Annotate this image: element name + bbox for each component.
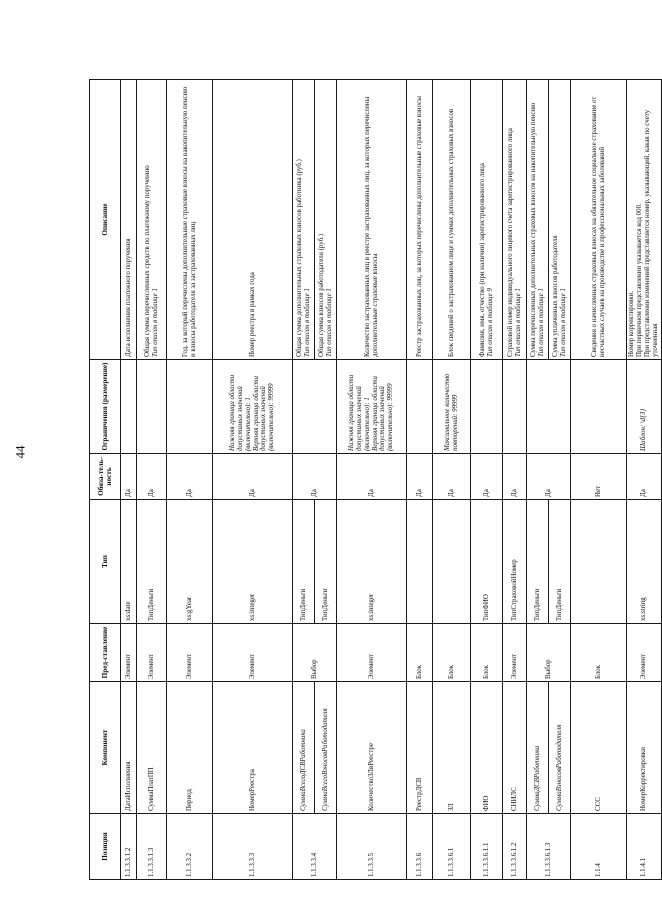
header-restrictions: Ограничения (размерение)	[90, 360, 121, 454]
text-line: Сведения о начисленных страховых взносах на обязательное социальное страхование от несчастных случаев на производстве и профессиональных заболеваний	[590, 96, 606, 357]
text-line: Тип описан в таблице 9	[486, 288, 494, 357]
cell-presentation: Элемент	[627, 624, 662, 682]
cell-position: 1.1.3.3.3	[213, 814, 293, 880]
cell-type: ТипДеньги	[293, 500, 315, 624]
text-line: При первичном представлении указывается код 000.	[635, 203, 643, 357]
text-line: Максимальное количество повторений: 99999	[443, 373, 459, 451]
cell-mandatory: Да	[433, 454, 471, 500]
text-line: Тип описан в таблице 1	[325, 288, 333, 357]
cell-description	[503, 80, 527, 360]
cell-position: 1.1.3.3.6	[407, 814, 433, 880]
cell-restrictions	[121, 360, 137, 454]
text-line: Верхняя граница области допустимых значений (включительно): 99999	[252, 376, 276, 451]
cell-description	[121, 80, 137, 360]
text-line: Сумма перечисленных дополнительных страховых взносов на накопительную пенсию	[529, 102, 537, 357]
cell-description	[167, 80, 213, 360]
cell-mandatory: Да	[167, 454, 213, 500]
cell-position: 1.1.3.3.6.1.3	[527, 814, 571, 880]
cell-component: НомерРеестра	[213, 682, 293, 814]
cell-restrictions	[213, 360, 293, 454]
table-row	[503, 80, 527, 880]
text-line: Реестр застрахованных лиц, за которых перечислены дополнительные страховые взносы	[415, 96, 423, 357]
cell-mandatory: Да	[121, 454, 137, 500]
text-line: Тип описан в таблице 1	[559, 288, 567, 357]
cell-component-option: СуммаВсегоДСВРаботника	[293, 682, 315, 814]
cell-component: СНИЛС	[503, 682, 527, 814]
header-presentation: Пред-ставление	[90, 624, 121, 682]
text-line: Блок сведений о застрахованном лице и суммах дополнительных страховых взносов	[447, 108, 455, 357]
cell-component: ФИО	[471, 682, 503, 814]
page-number: 44	[12, 445, 28, 459]
cell-type	[407, 500, 433, 624]
text-line: Шаблон: \d{3}	[639, 408, 647, 451]
cell-description	[433, 80, 471, 360]
header-mandatory: Обяза-тель-ность	[90, 454, 121, 500]
cell-position: 1.1.3.3.6.1	[433, 814, 471, 880]
cell-restrictions	[627, 360, 662, 454]
cell-component-option: СуммаВзносовРаботодателя	[549, 682, 571, 814]
table-row	[293, 80, 315, 880]
text-line: Дата исполнения платежного поручения	[124, 238, 132, 357]
cell-type: xs:gYear	[167, 500, 213, 624]
cell-mandatory: Да	[293, 454, 337, 500]
text-line: Нижняя граница области допустимых значений (включительно): 1	[228, 374, 252, 451]
header-component: Компонент	[90, 682, 121, 814]
cell-type: ТипСтраховойНомер	[503, 500, 527, 624]
cell-position: 1.1.4.1	[627, 814, 662, 880]
table-row	[213, 80, 293, 880]
header-description: Описание	[90, 80, 121, 360]
header-type: Тип	[90, 500, 121, 624]
cell-mandatory: Да	[213, 454, 293, 500]
cell-mandatory: Да	[627, 454, 662, 500]
table-header-row	[90, 80, 121, 880]
cell-presentation: Выбор	[527, 624, 571, 682]
table-row	[571, 80, 627, 880]
cell-restrictions	[471, 360, 503, 454]
cell-mandatory: Да	[527, 454, 571, 500]
cell-mandatory: Нет	[571, 454, 627, 500]
cell-presentation: Блок	[433, 624, 471, 682]
table-row	[121, 80, 137, 880]
text-line: Фамилия, имя, отчество (при наличии) зарегистрированного лица	[478, 163, 486, 357]
text-line: Общая сумма взносов работодателя (руб.)	[317, 233, 325, 357]
cell-type	[433, 500, 471, 624]
cell-component: ССС	[571, 682, 627, 814]
cell-type: xs:integer	[337, 500, 407, 624]
cell-presentation: Элемент	[167, 624, 213, 682]
cell-position: 1.1.3.3.1.3	[137, 814, 167, 880]
rotated-page	[89, 80, 659, 880]
cell-position: 1.1.3.3.5	[337, 814, 407, 880]
table-row	[433, 80, 471, 880]
text-line: При представлении изменений представляется номер, указывающий, какая по счету уточненная	[643, 109, 659, 357]
cell-presentation: Элемент	[337, 624, 407, 682]
text-line: Тип описан в таблице 1	[151, 288, 159, 357]
cell-description	[527, 80, 549, 360]
table-row	[337, 80, 407, 880]
text-line: Страховой номер индивидуального лицевого счета зарегистрированного лица	[506, 128, 514, 357]
text-line: Номер корректировки.	[628, 290, 635, 357]
text-line: Тип описан в таблице 1	[303, 288, 311, 357]
header-position: Позиция	[90, 814, 121, 880]
spec-table	[89, 79, 662, 880]
text-line: Сумма уплаченных взносов работодателя	[551, 235, 559, 357]
cell-restrictions	[503, 360, 527, 454]
table-row	[167, 80, 213, 880]
cell-type: xs:date	[121, 500, 137, 624]
cell-component: СуммаПлатПП	[137, 682, 167, 814]
cell-restrictions	[293, 360, 337, 454]
cell-position: 1.1.3.3.6.1.1	[471, 814, 503, 880]
cell-description	[137, 80, 167, 360]
cell-component: РеестрДСВ	[407, 682, 433, 814]
cell-description	[471, 80, 503, 360]
cell-presentation: Элемент	[213, 624, 293, 682]
cell-description	[213, 80, 293, 360]
cell-type: ТипДеньги	[549, 500, 571, 624]
cell-restrictions	[137, 360, 167, 454]
cell-type: xs:string	[627, 500, 662, 624]
cell-position: 1.1.3.3.2	[167, 814, 213, 880]
cell-component: ДатаИсполнения	[121, 682, 137, 814]
cell-mandatory: Да	[503, 454, 527, 500]
text-line: Верхняя граница области допустимых значений (включительно): 99999	[371, 376, 395, 451]
cell-description	[407, 80, 433, 360]
cell-description	[293, 80, 315, 360]
cell-restrictions	[407, 360, 433, 454]
table-body	[121, 80, 662, 880]
cell-restrictions	[571, 360, 627, 454]
cell-restrictions	[527, 360, 571, 454]
cell-presentation: Выбор	[293, 624, 337, 682]
cell-position: 1.1.3.3.6.1.2	[503, 814, 527, 880]
cell-mandatory: Да	[471, 454, 503, 500]
cell-description	[315, 80, 337, 360]
text-line: Общая сумма дополнительных страховых взносов работника (руб.)	[295, 159, 303, 357]
cell-component: ЗЛ	[433, 682, 471, 814]
text-line: Тип описан в таблице 1	[537, 288, 545, 357]
cell-component: КоличествоЗЛвРеестре	[337, 682, 407, 814]
cell-mandatory: Да	[137, 454, 167, 500]
cell-mandatory: Да	[337, 454, 407, 500]
cell-type: ТипДеньги	[315, 500, 337, 624]
cell-type: ТипДеньги	[137, 500, 167, 624]
cell-type: ТипДеньги	[527, 500, 549, 624]
cell-description	[571, 80, 627, 360]
cell-description	[337, 80, 407, 360]
cell-presentation: Элемент	[137, 624, 167, 682]
cell-presentation: Элемент	[503, 624, 527, 682]
cell-mandatory: Да	[407, 454, 433, 500]
cell-position: 1.1.4	[571, 814, 627, 880]
cell-component-option: СуммаДСВРаботника	[527, 682, 549, 814]
cell-component-option: СуммаВсегоВзносовРаботодателя	[315, 682, 337, 814]
cell-presentation: Блок	[571, 624, 627, 682]
text-line: Нижняя граница области допустимых значений (включительно): 1	[347, 374, 371, 451]
cell-presentation: Блок	[471, 624, 503, 682]
cell-component: НомерКорректировки	[627, 682, 662, 814]
cell-description	[627, 80, 662, 360]
cell-position: 1.1.3.3.1.2	[121, 814, 137, 880]
text-line: Тип описан в таблице 1	[514, 288, 522, 357]
text-line: Год, за который перечислены дополнительные страховые взносы на накопительную пенсию и взносы работодателя за застрахованных лиц	[181, 86, 197, 357]
cell-type: xs:integer	[213, 500, 293, 624]
text-line: Номер реестра в рамках года	[248, 272, 256, 357]
cell-type	[571, 500, 627, 624]
cell-restrictions	[167, 360, 213, 454]
table-row	[627, 80, 662, 880]
cell-presentation: Элемент	[121, 624, 137, 682]
cell-restrictions	[433, 360, 471, 454]
table-row	[527, 80, 549, 880]
cell-presentation: Блок	[407, 624, 433, 682]
table-row	[407, 80, 433, 880]
cell-position: 1.1.3.3.4	[293, 814, 337, 880]
cell-description	[549, 80, 571, 360]
table-row	[471, 80, 503, 880]
table-row	[137, 80, 167, 880]
cell-restrictions	[337, 360, 407, 454]
cell-component: Период	[167, 682, 213, 814]
cell-type: ТипФИО	[471, 500, 503, 624]
text-line: Общая сумма перечисленных средств по платежному поручению	[143, 165, 151, 357]
text-line: Количество застрахованных лиц в реестре застрахованных лиц, за которых перечислены дополнительные страховые взносы	[363, 96, 379, 357]
